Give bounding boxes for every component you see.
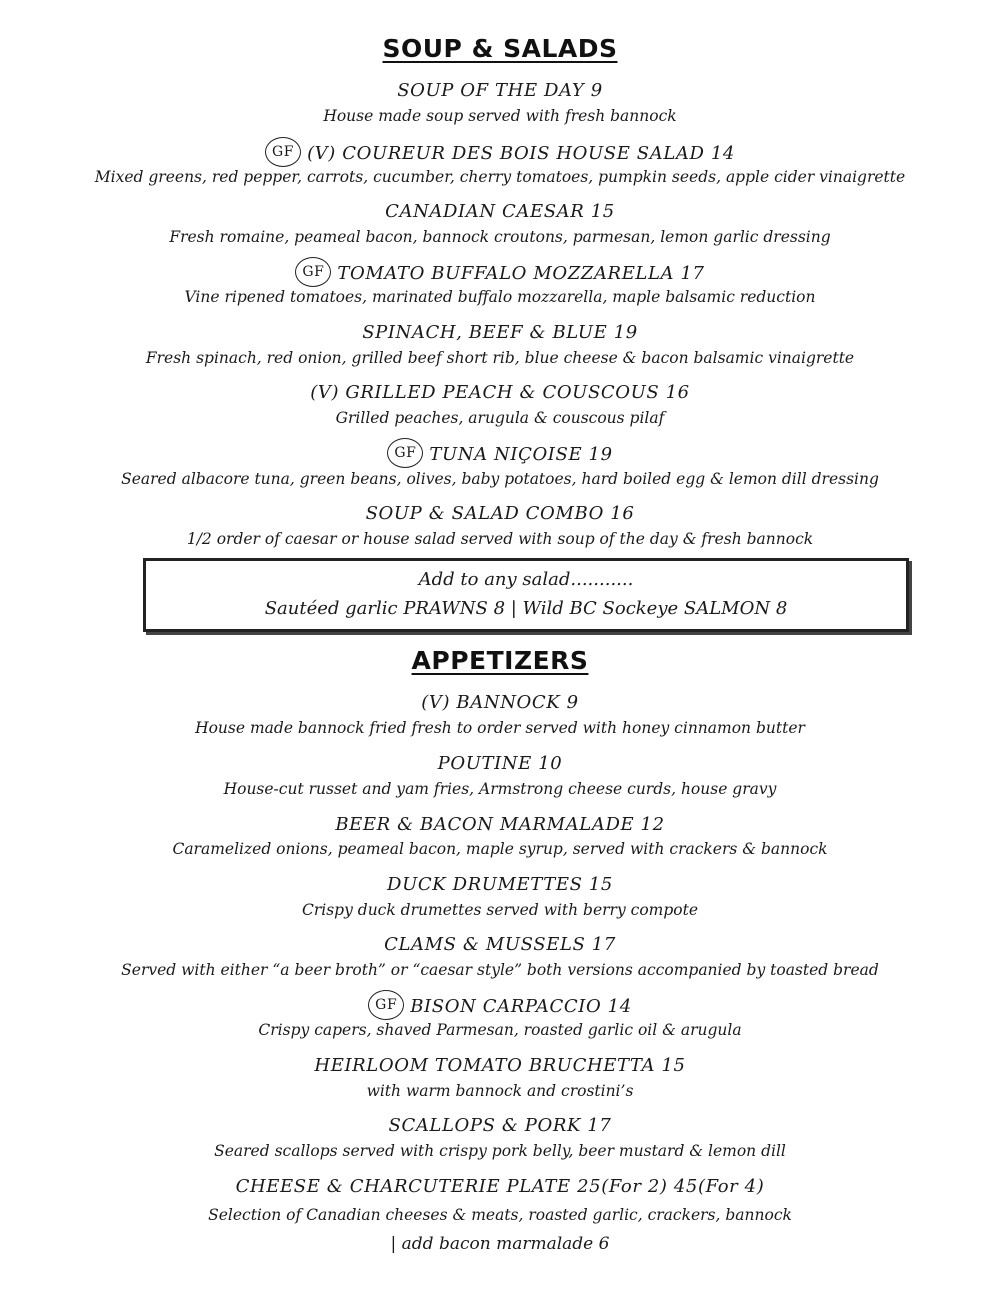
menu-item-description: House-cut russet and yam fries, Armstrong cheese curds, house gravy (223, 780, 777, 798)
menu-item-description: Vine ripened tomatoes, marinated buffalo mozzarella, maple balsamic reduction (184, 288, 816, 306)
menu-item-name: BISON CARPACCIO 14 (410, 996, 632, 1017)
menu-item-name: SCALLOPS & PORK 17 (388, 1115, 612, 1136)
menu-item-description: Mixed greens, red pepper, carrots, cucumber, cherry tomatoes, pumpkin seeds, apple cider vinaigrette (94, 168, 906, 186)
menu-item-name-row (0, 440, 1000, 470)
salad-addon-box (143, 558, 909, 632)
menu-item-description: House made soup served with fresh bannock (323, 107, 677, 125)
menu-item-description: House made bannock fried fresh to order served with honey cinnamon butter (195, 719, 805, 737)
menu-item-description: Grilled peaches, arugula & couscous pilaf (335, 409, 665, 427)
menu-item-name: CANADIAN CAESAR 15 (385, 201, 615, 222)
menu-item-name: BEER & BACON MARMALADE 12 (335, 814, 665, 835)
soup-salads-heading: SOUP & SALADS (382, 34, 618, 63)
menu-item-description: Crispy capers, shaved Parmesan, roasted garlic oil & arugula (258, 1021, 742, 1039)
menu-item-name: SOUP & SALAD COMBO 16 (365, 503, 635, 524)
menu-item-name: CHEESE & CHARCUTERIE PLATE 25(For 2) 45(For 4) (235, 1176, 765, 1197)
menu-item-description: Seared albacore tuna, green beans, olives, baby potatoes, hard boiled egg & lemon dill dressing (121, 470, 879, 488)
addon-heading: Add to any salad........... (418, 569, 634, 590)
menu-item-name: CLAMS & MUSSELS 17 (384, 934, 616, 955)
appetizers-heading: APPETIZERS (411, 646, 589, 675)
menu-item-description: Fresh romaine, peameal bacon, bannock croutons, parmesan, lemon garlic dressing (169, 228, 831, 246)
menu-item-description: Fresh spinach, red onion, grilled beef short rib, blue cheese & bacon balsamic vinaigrette (145, 349, 855, 367)
menu-item-name: POUTINE 10 (437, 753, 563, 774)
menu-item-description: Served with either “a beer broth” or “caesar style” both versions accompanied by toasted bread (121, 961, 879, 979)
menu-item-name: TOMATO BUFFALO MOZZARELLA 17 (337, 263, 705, 284)
menu-item-name: DUCK DRUMETTES 15 (387, 874, 613, 895)
menu-item-description: with warm bannock and crostini’s (366, 1082, 634, 1100)
menu-item-name: (V) COUREUR DES BOIS HOUSE SALAD 14 (307, 143, 735, 164)
menu-item-name: (V) GRILLED PEACH & COUSCOUS 16 (310, 382, 690, 403)
menu-item-description: Selection of Canadian cheeses & meats, roasted garlic, crackers, bannock (208, 1206, 792, 1224)
menu-item-name-row (0, 992, 1000, 1022)
menu-item-name: (V) BANNOCK 9 (421, 692, 579, 713)
menu-item-name: TUNA NIÇOISE 19 (429, 444, 613, 465)
gluten-free-badge-icon: GF (368, 990, 404, 1020)
menu-item-name-row (0, 259, 1000, 289)
menu-item-description: 1/2 order of caesar or house salad served with soup of the day & fresh bannock (186, 530, 814, 548)
menu-item-description: Seared scallops served with crispy pork belly, beer mustard & lemon dill (214, 1142, 786, 1160)
addon-options: Sautéed garlic PRAWNS 8 | Wild BC Sockeye SALMON 8 (264, 598, 788, 619)
menu-item-name-row (0, 139, 1000, 169)
menu-item-description: Caramelized onions, peameal bacon, maple syrup, served with crackers & bannock (172, 840, 828, 858)
gluten-free-badge-icon: GF (295, 257, 331, 287)
menu-item-name: SPINACH, BEEF & BLUE 19 (362, 322, 638, 343)
gluten-free-badge-icon: GF (387, 438, 423, 468)
menu-item-name: SOUP OF THE DAY 9 (397, 80, 603, 101)
menu-item-name: HEIRLOOM TOMATO BRUCHETTA 15 (314, 1055, 686, 1076)
gluten-free-badge-icon: GF (265, 137, 301, 167)
menu-item-description: Crispy duck drumettes served with berry compote (301, 901, 699, 919)
menu-item-addon: | add bacon marmalade 6 (390, 1234, 610, 1254)
